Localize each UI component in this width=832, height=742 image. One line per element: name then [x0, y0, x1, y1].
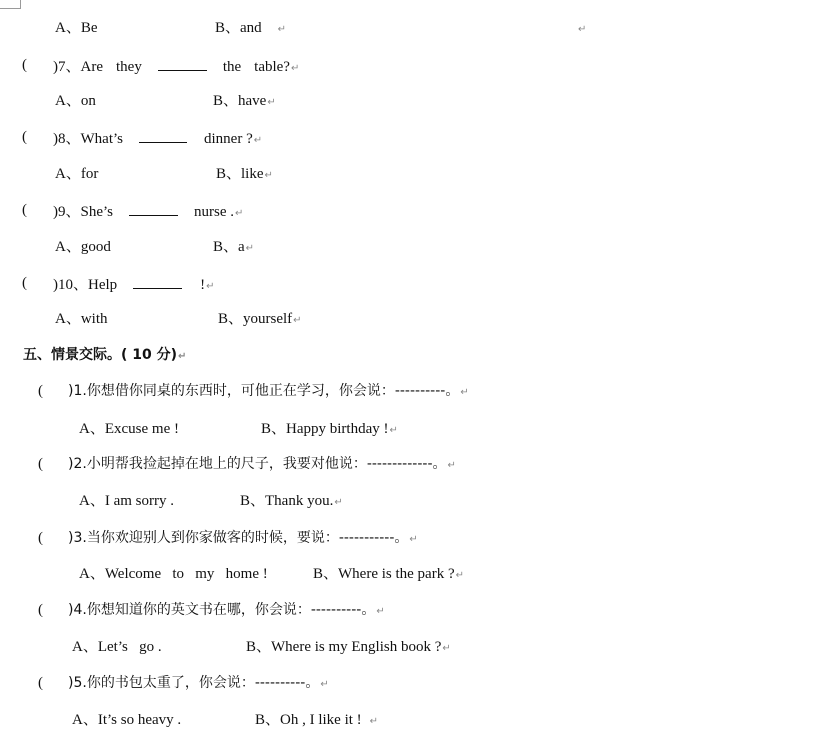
- s5-item-prompt: )3.当你欢迎别人到你家做客的时候，要说：-----------。: [68, 530, 409, 546]
- q7-paren: (: [22, 57, 27, 73]
- q10-question: [53, 274, 215, 296]
- s5-item-prompt-line: [68, 529, 418, 549]
- answer-blank[interactable]: [133, 274, 182, 289]
- q9-option-a: A、good: [55, 239, 111, 255]
- q6-option-b: B、and: [215, 20, 262, 36]
- s5-item-paren: (: [38, 456, 43, 472]
- q7-option-b-line: [213, 92, 276, 112]
- q8-word: What’s: [80, 131, 123, 147]
- return-mark-icon: ↵: [455, 570, 465, 581]
- q7-option-b: B、have: [213, 93, 267, 109]
- s5-item-prompt: )2.小明帮我捡起掉在地上的尺子，我要对他说：-------------。: [68, 456, 447, 472]
- return-mark-icon: ↵: [389, 425, 398, 436]
- return-mark-icon: ↵: [264, 170, 273, 181]
- return-mark-icon: ↵: [578, 24, 587, 35]
- q9-word: nurse .: [194, 204, 235, 220]
- q10-number: )10、: [53, 277, 88, 293]
- s5-item-paren: (: [38, 383, 43, 399]
- s5-item-option-b-line: [255, 711, 378, 731]
- q8-option-b-line: [216, 165, 273, 185]
- return-mark-icon: ↵: [447, 460, 456, 471]
- return-mark-icon: ↵: [460, 387, 469, 398]
- s5-item-option-b: B、Happy birthday !: [261, 421, 389, 437]
- s5-item-option-b-line: [313, 565, 464, 585]
- s5-item-prompt-line: [68, 455, 456, 475]
- return-mark-icon: ↵: [290, 63, 300, 74]
- answer-blank[interactable]: [139, 128, 187, 143]
- return-mark-icon: ↵: [277, 24, 287, 35]
- section-title: 五、情景交际。( 10 分): [23, 347, 178, 363]
- q7-number: )7、: [53, 59, 81, 75]
- return-mark-icon: ↵: [178, 351, 187, 362]
- s5-item-paren: (: [38, 675, 43, 691]
- q10-option-b: B、yourself: [218, 311, 293, 327]
- return-mark-icon: ↵: [442, 643, 451, 654]
- q7-word: Are: [80, 59, 103, 75]
- q6-option-b-line: [215, 19, 286, 39]
- s5-item-paren: (: [38, 602, 43, 618]
- return-mark-icon: ↵: [334, 497, 343, 508]
- s5-item-prompt-line: [68, 601, 385, 621]
- q7-question: [53, 56, 299, 78]
- s5-item-option-b: B、Oh , I like it !: [255, 712, 362, 728]
- page-corner-mark: [0, 0, 21, 9]
- s5-item-option-a: A、Let’s go .: [72, 639, 162, 655]
- s5-item-option-a: A、Excuse me !: [79, 421, 179, 437]
- q8-option-a: A、for: [55, 166, 99, 182]
- s5-item-option-a: A、Welcome to my home !: [79, 566, 268, 582]
- q8-option-b: B、like: [216, 166, 264, 182]
- q7-word: they: [116, 59, 142, 75]
- answer-blank[interactable]: [129, 201, 178, 216]
- s5-item-prompt-line: [68, 674, 329, 694]
- return-mark-icon: ↵: [369, 716, 379, 727]
- q8-question: [53, 128, 262, 150]
- return-mark-icon: ↵: [376, 606, 385, 617]
- s5-item-option-b-line: [246, 638, 451, 658]
- q7-word: table?: [254, 59, 290, 75]
- q7-word: the: [222, 59, 242, 75]
- q7-option-a: A、on: [55, 93, 96, 109]
- q8-paren: (: [22, 129, 27, 145]
- q9-number: )9、: [53, 204, 81, 220]
- q9-option-b-line: [213, 238, 254, 258]
- return-mark-icon: ↵: [267, 97, 276, 108]
- q9-option-b: B、a: [213, 239, 245, 255]
- return-mark-icon: ↵: [206, 281, 215, 292]
- return-mark-icon: ↵: [320, 679, 329, 690]
- s5-item-option-b-line: [261, 420, 398, 440]
- q10-paren: (: [22, 275, 27, 291]
- s5-item-option-b: B、Where is my English book ?: [246, 639, 442, 655]
- section-heading: [23, 346, 186, 366]
- answer-blank[interactable]: [158, 56, 207, 71]
- return-mark-icon: ↵: [235, 208, 244, 219]
- s5-item-option-b: B、Where is the park ?: [313, 566, 455, 582]
- q10-word: !: [200, 277, 206, 293]
- return-mark-icon: ↵: [293, 315, 302, 326]
- s5-item-prompt: )4.你想知道你的英文书在哪，你会说：----------。: [68, 602, 376, 618]
- return-mark-icon: ↵: [409, 534, 418, 545]
- q8-word: dinner ?: [204, 131, 253, 147]
- s5-item-option-a: A、It’s so heavy .: [72, 712, 182, 728]
- q10-word: Help: [88, 277, 118, 293]
- s5-item-option-a: A、I am sorry .: [79, 493, 174, 509]
- s5-item-prompt-line: [68, 382, 469, 402]
- q8-number: )8、: [53, 131, 81, 147]
- s5-item-prompt: )1.你想借你同桌的东西时，可他正在学习，你会说：----------。: [68, 383, 460, 399]
- s5-item-prompt: )5.你的书包太重了，你会说：----------。: [68, 675, 320, 691]
- q9-word: She’s: [80, 204, 114, 220]
- s5-item-option-b-line: [240, 492, 343, 512]
- s5-item-option-b: B、Thank you.: [240, 493, 334, 509]
- q10-option-a: A、with: [55, 311, 108, 327]
- q10-option-b-line: [218, 310, 302, 330]
- return-mark-icon: ↵: [245, 243, 255, 254]
- return-mark-icon: ↵: [253, 135, 263, 146]
- s5-item-paren: (: [38, 530, 43, 546]
- q9-paren: (: [22, 202, 27, 218]
- q6-option-a: A、Be: [55, 20, 98, 36]
- q9-question: [53, 201, 243, 223]
